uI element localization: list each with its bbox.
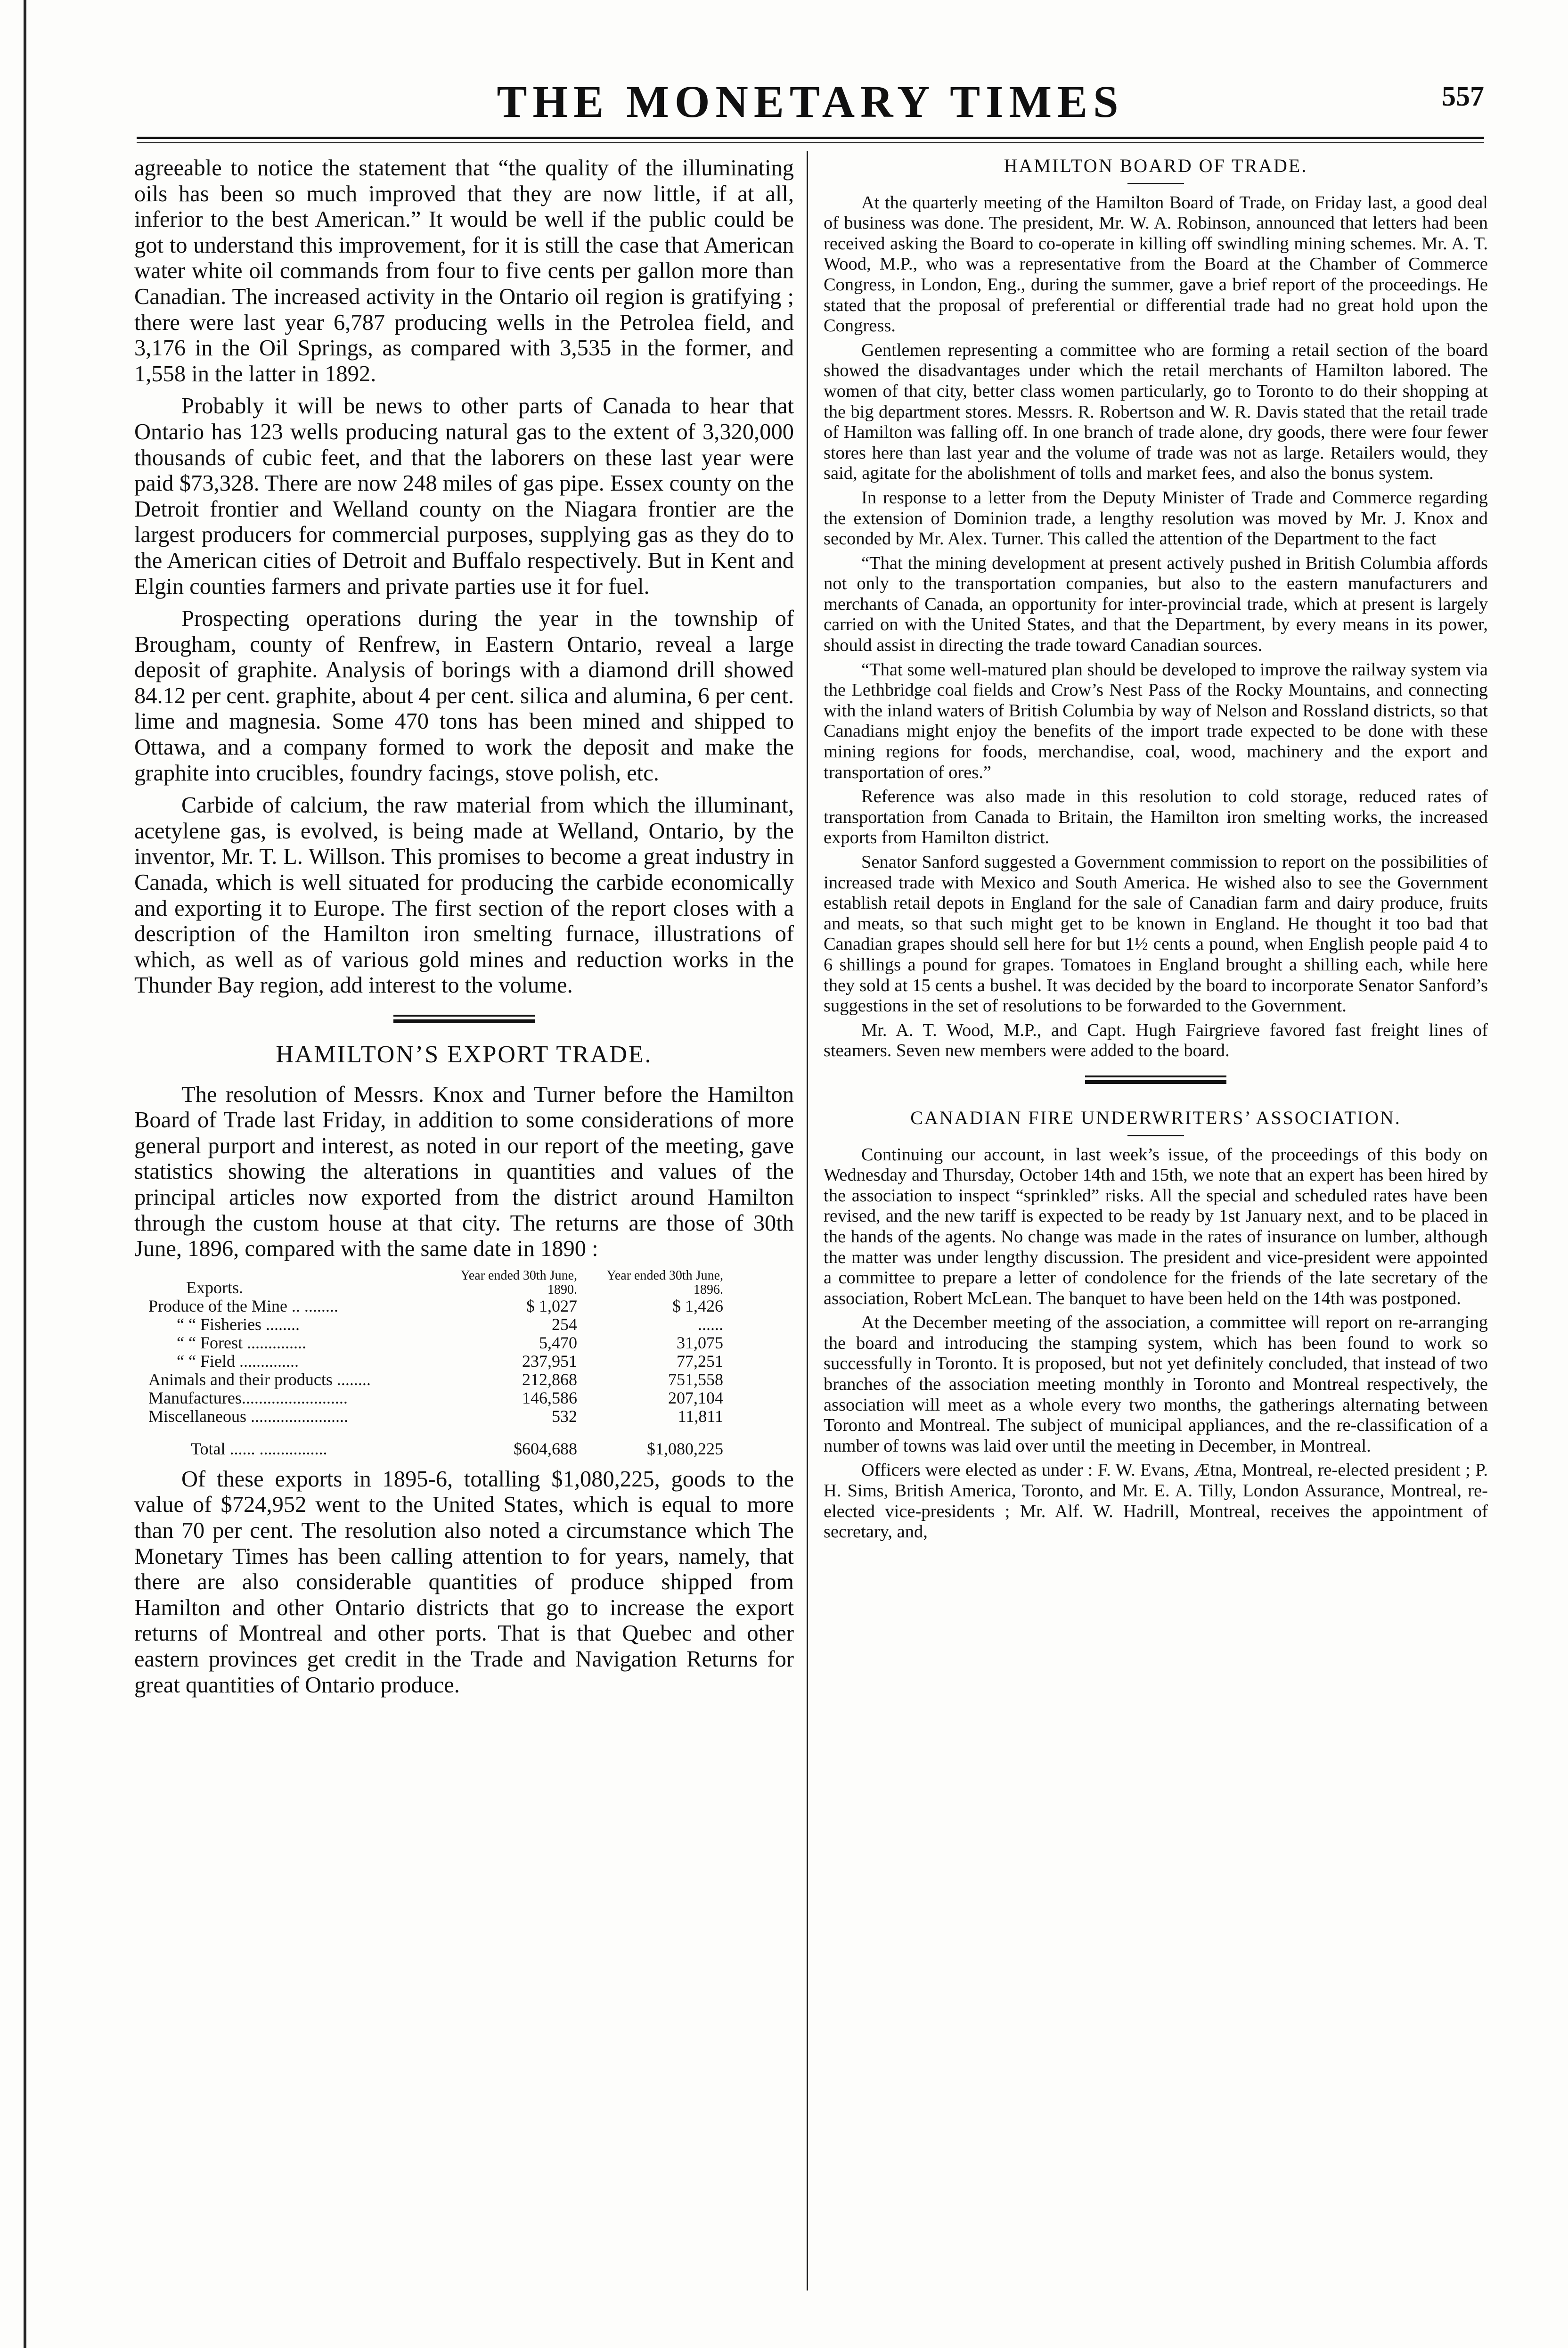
heading-rule	[1127, 183, 1184, 184]
table-header-row	[148, 1269, 742, 1297]
row-label: Animals and their products ........	[148, 1370, 371, 1389]
table-row	[148, 1297, 742, 1315]
section-divider	[393, 1015, 535, 1023]
row-label: Produce of the Mine .. ........	[148, 1296, 338, 1315]
value-1890: 146,586	[522, 1388, 577, 1407]
export-trade-heading: HAMILTON’S EXPORT TRADE.	[276, 1041, 653, 1068]
table-row	[148, 1352, 742, 1371]
article-paragraph: In response to a letter from the Deputy Minister of Trade and Commerce regarding the extension of Dominion trade, a lengthy resolution was moved by Mr. J. Knox and seconded by Mr. Alex. Turner. This called the attention of the Department to the fact	[824, 487, 1488, 549]
table-header-1890: Year ended 30th June, 1890.	[460, 1268, 577, 1297]
section-divider	[1085, 1075, 1226, 1084]
table-row	[148, 1407, 742, 1426]
article-paragraph: At the quarterly meeting of the Hamilton Board of Trade, on Friday last, a good deal of business was done. The president, Mr. W. A. Robinson, announced that letters had been received asking the Board to co-operate in killing off swindling mining schemes. Mr. A. T. Wood, M.P., who was a representative from the Board at the Chamber of Commerce Congress, in London, Eng., during the summer, gave a brief report of the proceedings. He stated that the proposal of preferential or differential trade had no great hold upon the Congress.	[824, 192, 1488, 336]
value-1896: 207,104	[668, 1388, 723, 1407]
total-1890: $604,688	[514, 1439, 577, 1458]
value-1890: $ 1,027	[526, 1296, 577, 1315]
value-1890: 254	[552, 1314, 577, 1334]
value-1896: 77,251	[677, 1351, 723, 1371]
table-header-1896: Year ended 30th June, 1896.	[606, 1268, 723, 1297]
masthead-rule-thin	[137, 142, 1484, 143]
value-1890: 237,951	[522, 1351, 577, 1371]
row-label: Manufactures.........................	[148, 1388, 348, 1407]
value-1896: 31,075	[677, 1333, 723, 1352]
fire-underwriters-heading: CANADIAN FIRE UNDERWRITERS’ ASSOCIATION.	[910, 1107, 1401, 1128]
value-1890: 212,868	[522, 1370, 577, 1389]
table-row	[148, 1334, 742, 1352]
row-label: “ “ Fisheries ........	[177, 1314, 300, 1334]
row-label: “ “ Field ..............	[177, 1351, 299, 1371]
board-of-trade-heading: HAMILTON BOARD OF TRADE.	[1004, 155, 1308, 176]
article-paragraph: “That the mining development at present actively pushed in British Columbia affords not only to the transportation companies, but also to the eastern manufacturers and merchants of Canada, an opportunity for inter-provincial trade, which at present is largely carried on with the United States, and that the Department, by every means in its power, should assist in directing the trade toward Canadian sources.	[824, 553, 1488, 656]
article-paragraph: Reference was also made in this resolution to cold storage, reduced rates of transportation from Canada to Britain, the Hamilton iron smelting works, the increased exports from Hamilton district.	[824, 787, 1488, 848]
value-1896: 11,811	[678, 1406, 723, 1426]
article-paragraph: “That some well-matured plan should be developed to improve the railway system via the Lethbridge coal fields and Crow’s Nest Pass of the Rocky Mountains, and connecting with the inland waters of British Columbia by way of Nelson and Rossland districts, so that Canadians might enjoy the benefits of the import trade expected to be done with these mining regions for foods, merchandise, coal, wood, machinery and the export and transportation of ores.”	[824, 659, 1488, 782]
left-column	[134, 156, 794, 1705]
table-row	[148, 1389, 742, 1407]
value-1896: ......	[698, 1314, 723, 1334]
article-paragraph: Carbide of calcium, the raw material from which the illuminant, acetylene gas, is evolved, is being made at Welland, Ontario, by the inventor, Mr. T. L. Willson. This promises to become a great industry in Canada, which is well situated for producing the carbide economically and exporting it to Europe. The first section of the report closes with a description of the Hamilton iron smelting furnace, illustrations of which, as well as of various gold mines and reduction works in the Thunder Bay region, add interest to the volume.	[134, 793, 794, 998]
value-1890: 532	[552, 1406, 577, 1426]
article-paragraph: Probably it will be news to other parts of Canada to hear that Ontario has 123 wells producing natural gas to the extent of 3,320,000 thousands of cubic feet, and that the laborers on these last year were paid $73,328. There are now 248 miles of gas pipe. Essex county on the Detroit frontier and Welland county on the Niagara frontier are the largest producers for commercial purposes, supplying gas as they do to the American cities of Detroit and Buffalo respectively. But in Kent and Elgin counties farmers and private parties use it for fuel.	[134, 394, 794, 599]
value-1896: 751,558	[668, 1370, 723, 1389]
article-paragraph: At the December meeting of the association, a committee will report on re-arranging the board and introducing the stamping system, which has been found to work so successfully in Toronto. It is proposed, but not yet definitely concluded, that instead of two branches of the association meeting monthly in Toronto and Montreal respectively, the association will meet as a whole every two months, the gatherings alternating between Toronto and Montreal. The subject of municipal appliances, and the re-classification of a number of towns was laid over until the meeting in December, in Montreal.	[824, 1313, 1488, 1456]
article-paragraph: agreeable to notice the statement that “the quality of the illuminating oils has been so much improved that they are now little, if at all, inferior to the best American.” It would be well if the public could be got to understand this improvement, for it is still the case that American water white oil commands from four to five cents per gallon more than Canadian. The increased activity in the Ontario oil region is gratifying ; there were last year 6,787 producing wells in the Petrolea field, and 3,176 in the Oil Springs, as compared with 3,535 in the former, and 1,558 in the latter in 1892.	[134, 156, 794, 386]
article-paragraph: Gentlemen representing a committee who are forming a retail section of the board showed the disadvantages under which the retail merchants of Hamilton labored. The women of that city, better class women particularly, go to Toronto to do their shopping at the big department stores. Messrs. R. Robertson and W. R. Davis stated that the retail trade of Hamilton was falling off. In one branch of trade alone, dry goods, there were four fewer stores here than last year and the volume of trade was not as large. Retailers would, they said, agitate for the abolishment of tolls and market fees, and also the bonus system.	[824, 340, 1488, 484]
total-label: Total ...... ................	[191, 1439, 327, 1458]
column-divider	[807, 151, 808, 2291]
value-1896: $ 1,426	[672, 1296, 723, 1315]
masthead	[137, 75, 1484, 137]
export-intro-paragraph: The resolution of Messrs. Knox and Turner before the Hamilton Board of Trade last Friday, in addition to some considerations of more general purport and interest, as noted in our report of the meeting, gave statistics showing the alterations in quantities and values of the principal articles now exported from the district around Hamilton through the custom house at that city. The returns are those of 30th June, 1896, compared with the same date in 1890 :	[134, 1082, 794, 1262]
value-1890: 5,470	[539, 1333, 577, 1352]
total-1896: $1,080,225	[647, 1439, 723, 1458]
article-paragraph: Senator Sanford suggested a Government commission to report on the possibilities of increased trade with Mexico and South America. He wished also to see the Government establish retail depots in England for the sale of Canadian farm and dairy produce, fruits and meats, so that such might get to be known in England. He thought it too bad that Canadian grapes should sell here for but 1½ cents a pound, when English people paid 4 to 6 shillings a pound for grapes. Tomatoes in England brought a shilling each, while here they sold at 15 cents a bushel. It was decided by the board to incorporate Senator Sanford’s suggestions in the set of resolutions to be forwarded to the Government.	[824, 852, 1488, 1016]
table-total-row	[148, 1426, 742, 1458]
article-paragraph: Mr. A. T. Wood, M.P., and Capt. Hugh Fairgrieve favored fast freight lines of steamers. Seven new members were added to the board.	[824, 1020, 1488, 1061]
masthead-rule	[137, 137, 1484, 139]
table-row	[148, 1315, 742, 1334]
row-label: Miscellaneous .......................	[148, 1406, 348, 1426]
exports-table	[148, 1269, 742, 1458]
article-paragraph: Continuing our account, in last week’s issue, of the proceedings of this body on Wednesday and Thursday, October 14th and 15th, we note that an expert has been hired by the association to inspect “sprinkled” risks. All the special and scheduled rates have been revised, and the new tariff is expected to be ready by 1st January next, and to be placed in the hands of the agents. No change was made in the rates of insurance on lumber, although the matter was under lengthy discussion. The president and vice-president were appointed a committee to prepare a letter of condolence for the friends of the late secretary of the association, Robert McLean. The banquet to have been held on the 14th was postponed.	[824, 1144, 1488, 1308]
page-number: 557	[1442, 81, 1484, 112]
right-column	[824, 156, 1488, 1546]
scan-edge	[24, 0, 26, 2348]
table-header-exports: Exports.	[186, 1278, 243, 1297]
export-conclusion-paragraph: Of these exports in 1895-6, totalling $1,080,225, goods to the value of $724,952 went to the United States, which is equal to more than 70 per cent. The resolution also noted a circumstance which The Monetary Times has been calling attention to for years, namely, that there are also considerable quantities of produce shipped from Hamilton and other Ontario districts that go to increase the export returns of Montreal and other ports. That is that Quebec and other eastern provinces get credit in the Trade and Navigation Returns for great quantities of Ontario produce.	[134, 1466, 794, 1698]
row-label: “ “ Forest ..............	[177, 1333, 306, 1352]
heading-rule	[1127, 1135, 1184, 1136]
table-row	[148, 1371, 742, 1389]
masthead-title: THE MONETARY TIMES	[497, 76, 1124, 127]
article-paragraph: Prospecting operations during the year in the township of Brougham, county of Renfrew, in Eastern Ontario, reveal a large deposit of graphite. Analysis of borings with a diamond drill showed 84.12 per cent. graphite, about 4 per cent. silica and alumina, 6 per cent. lime and magnesia. Some 470 tons has been mined and shipped to Ottawa, and a company formed to work the deposit and make the graphite into crucibles, foundry facings, stove polish, etc.	[134, 606, 794, 786]
article-paragraph: Officers were elected as under : F. W. Evans, Ætna, Montreal, re-elected president ; P. H. Sims, British America, Toronto, and Mr. E. A. Tilly, London Assurance, Montreal, re-elected vice-presidents ; Mr. Alf. W. Hadrill, Montreal, receives the appointment of secretary, and,	[824, 1460, 1488, 1542]
